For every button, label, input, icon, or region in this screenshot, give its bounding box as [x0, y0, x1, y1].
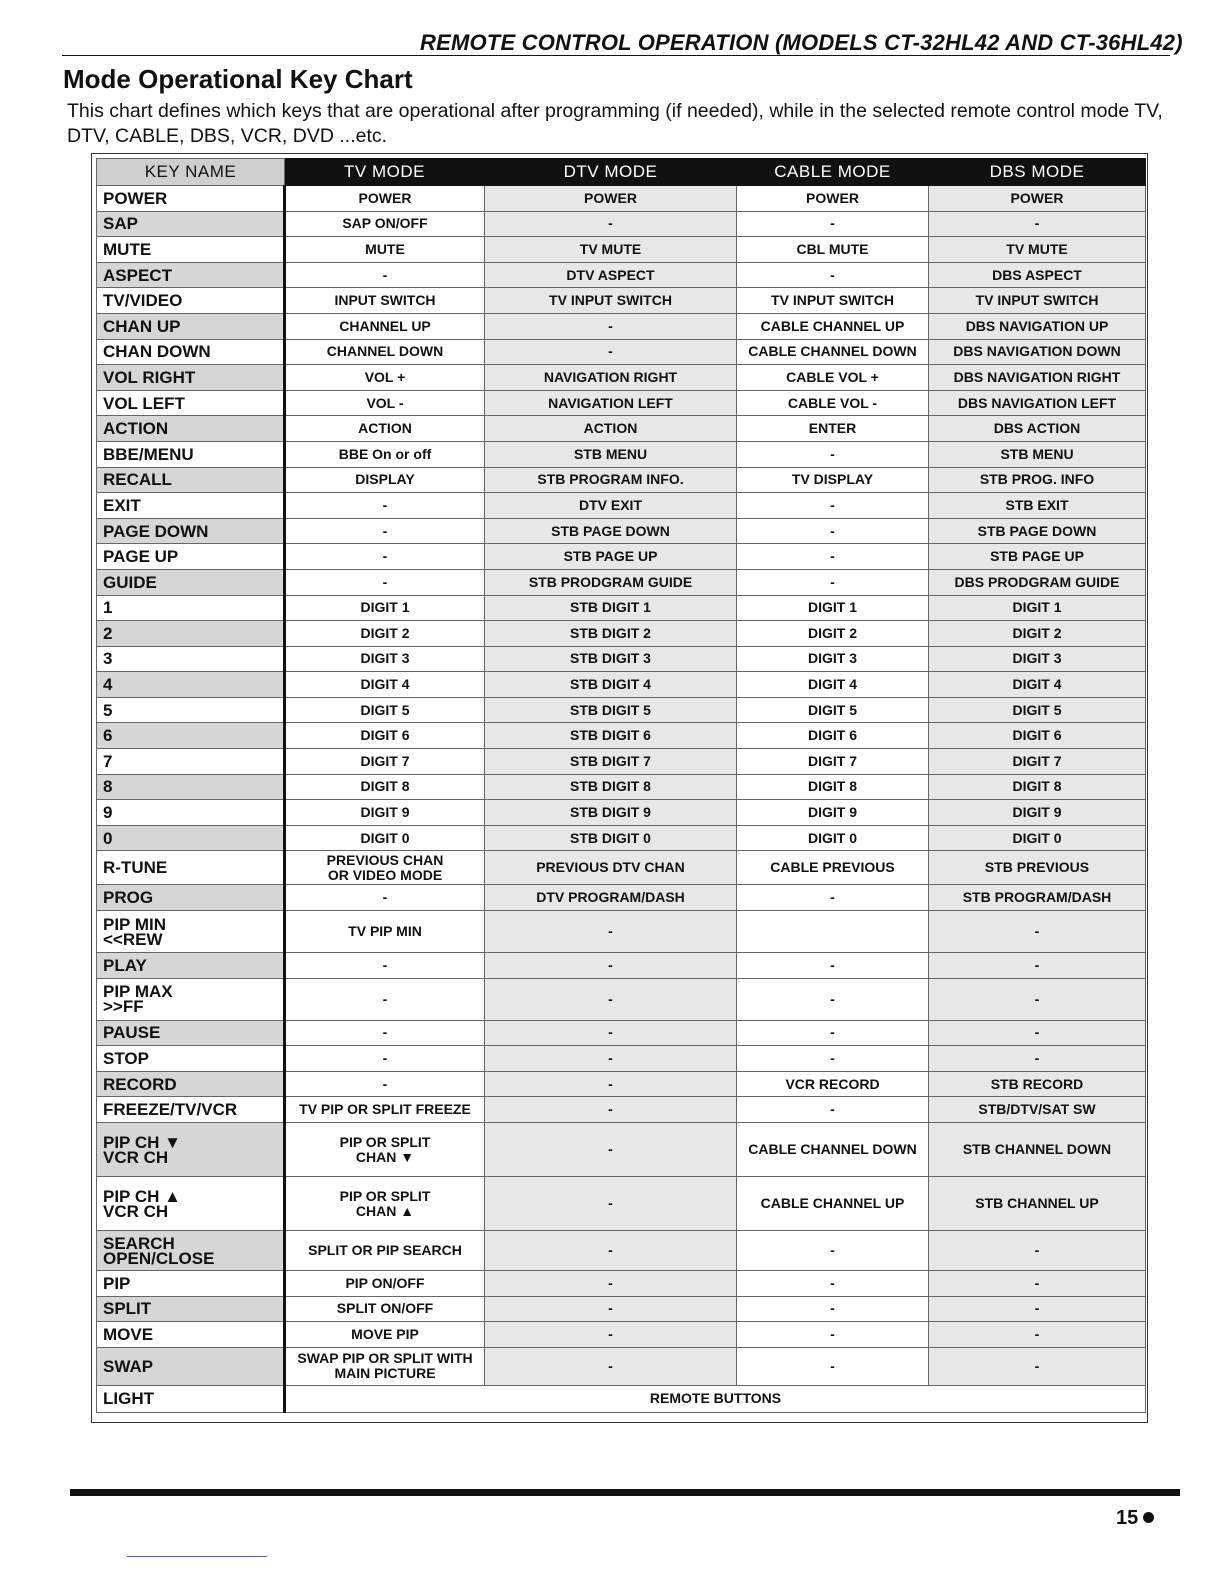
key-name-cell: PROG [97, 885, 285, 911]
dbs-mode-header: DBS MODE [929, 159, 1146, 186]
tv-mode-cell: DIGIT 3 [285, 646, 485, 672]
table-row [97, 237, 1146, 263]
cable-mode-cell: DIGIT 7 [737, 749, 929, 775]
key-name-cell: 4 [97, 672, 285, 698]
key-name-cell: MOVE [97, 1322, 285, 1348]
key-name-cell: PAUSE [97, 1020, 285, 1046]
dtv-mode-cell: DTV PROGRAM/DASH [485, 885, 737, 911]
dbs-mode-cell: DBS NAVIGATION UP [929, 313, 1146, 339]
cable-mode-cell: POWER [737, 186, 929, 212]
tv-mode-cell: - [285, 569, 485, 595]
table-row [97, 1347, 1146, 1385]
dtv-mode-cell: - [485, 1046, 737, 1072]
cable-mode-cell: DIGIT 6 [737, 723, 929, 749]
dbs-mode-cell: - [929, 1046, 1146, 1072]
table-row [97, 885, 1146, 911]
light-row-value: REMOTE BUTTONS [285, 1385, 1146, 1412]
tv-mode-cell: DIGIT 4 [285, 672, 485, 698]
tv-mode-cell: MUTE [285, 237, 485, 263]
tv-mode-cell: - [285, 885, 485, 911]
table-row [97, 365, 1146, 391]
table-row [97, 621, 1146, 647]
table-row [97, 1046, 1146, 1072]
key-name-cell: 2 [97, 621, 285, 647]
cable-mode-cell: - [737, 518, 929, 544]
key-name-cell: SEARCH OPEN/CLOSE [97, 1231, 285, 1271]
key-name-cell: R-TUNE [97, 851, 285, 885]
tv-mode-cell: BBE On or off [285, 441, 485, 467]
footer-rule [70, 1489, 1180, 1496]
cable-mode-cell: DIGIT 5 [737, 697, 929, 723]
dtv-mode-cell: STB DIGIT 6 [485, 723, 737, 749]
page-number-text: 15 [1116, 1507, 1139, 1529]
tv-mode-cell: - [285, 262, 485, 288]
table-row [97, 697, 1146, 723]
dtv-mode-header: DTV MODE [485, 159, 737, 186]
dbs-mode-cell: - [929, 953, 1146, 979]
dbs-mode-cell: TV MUTE [929, 237, 1146, 263]
dtv-mode-cell: STB PAGE DOWN [485, 518, 737, 544]
cable-mode-cell: - [737, 1322, 929, 1348]
dbs-mode-cell: DIGIT 1 [929, 595, 1146, 621]
key-name-cell: SWAP [97, 1347, 285, 1385]
cable-mode-cell: DIGIT 1 [737, 595, 929, 621]
tv-mode-cell: CHANNEL DOWN [285, 339, 485, 365]
tv-mode-cell: - [285, 1020, 485, 1046]
table-row [97, 1071, 1146, 1097]
key-name-header: KEY NAME [97, 159, 285, 186]
table-row [97, 262, 1146, 288]
cable-mode-cell: - [737, 211, 929, 237]
dbs-mode-cell: DBS ASPECT [929, 262, 1146, 288]
dtv-mode-cell: - [485, 1177, 737, 1231]
dtv-mode-cell: - [485, 911, 737, 953]
dtv-mode-cell: - [485, 1097, 737, 1123]
tv-mode-cell: PREVIOUS CHAN OR VIDEO MODE [285, 851, 485, 885]
table-row [97, 1296, 1146, 1322]
cable-mode-cell: CABLE CHANNEL DOWN [737, 339, 929, 365]
dbs-mode-cell: DIGIT 7 [929, 749, 1146, 775]
table-row [97, 953, 1146, 979]
key-name-cell: MUTE [97, 237, 285, 263]
dbs-mode-cell: STB PROGRAM/DASH [929, 885, 1146, 911]
key-name-cell: 9 [97, 800, 285, 826]
dtv-mode-cell: - [485, 1231, 737, 1271]
tv-mode-cell: POWER [285, 186, 485, 212]
tv-mode-cell: PIP OR SPLIT CHAN ▲ [285, 1177, 485, 1231]
dtv-mode-cell: STB PRODGRAM GUIDE [485, 569, 737, 595]
dbs-mode-cell: STB CHANNEL UP [929, 1177, 1146, 1231]
dbs-mode-cell: DIGIT 6 [929, 723, 1146, 749]
key-name-cell: STOP [97, 1046, 285, 1072]
dbs-mode-cell: STB PAGE DOWN [929, 518, 1146, 544]
key-name-cell: CHAN DOWN [97, 339, 285, 365]
cable-mode-cell: CABLE CHANNEL UP [737, 313, 929, 339]
table-row [97, 749, 1146, 775]
tv-mode-cell: ACTION [285, 416, 485, 442]
table-row [97, 569, 1146, 595]
cable-mode-cell: - [737, 1296, 929, 1322]
header-rule [62, 55, 1170, 56]
dtv-mode-cell: STB DIGIT 1 [485, 595, 737, 621]
dtv-mode-cell: DTV EXIT [485, 493, 737, 519]
dtv-mode-cell: TV INPUT SWITCH [485, 288, 737, 314]
dtv-mode-cell: STB MENU [485, 441, 737, 467]
tv-mode-cell: DIGIT 2 [285, 621, 485, 647]
cable-mode-cell: CABLE CHANNEL UP [737, 1177, 929, 1231]
intro-paragraph: This chart defines which keys that are operational after programming (if needed), while in the selected remote control mode TV, DTV, CABLE, DBS, VCR, DVD ...etc. [67, 100, 1163, 147]
key-name-cell: PAGE DOWN [97, 518, 285, 544]
key-name-cell: 1 [97, 595, 285, 621]
tv-mode-cell: DIGIT 8 [285, 774, 485, 800]
dbs-mode-cell: DIGIT 8 [929, 774, 1146, 800]
tv-mode-header: TV MODE [285, 159, 485, 186]
tv-mode-cell: DIGIT 1 [285, 595, 485, 621]
tv-mode-cell: - [285, 518, 485, 544]
tv-mode-cell: DISPLAY [285, 467, 485, 493]
key-name-cell: LIGHT [97, 1385, 285, 1412]
dbs-mode-cell: - [929, 211, 1146, 237]
cable-mode-cell: - [737, 1097, 929, 1123]
dtv-mode-cell: - [485, 313, 737, 339]
key-name-cell: PAGE UP [97, 544, 285, 570]
tv-mode-cell: - [285, 978, 485, 1020]
cable-mode-cell: TV INPUT SWITCH [737, 288, 929, 314]
tv-mode-cell: - [285, 1071, 485, 1097]
dtv-mode-cell: STB PAGE UP [485, 544, 737, 570]
tv-mode-cell: INPUT SWITCH [285, 288, 485, 314]
cable-mode-cell: ENTER [737, 416, 929, 442]
dtv-mode-cell: - [485, 953, 737, 979]
cable-mode-cell: - [737, 1347, 929, 1385]
dtv-mode-cell: - [485, 978, 737, 1020]
key-name-cell: 6 [97, 723, 285, 749]
dtv-mode-cell: STB DIGIT 2 [485, 621, 737, 647]
cable-mode-cell: CABLE CHANNEL DOWN [737, 1123, 929, 1177]
tv-mode-cell: SWAP PIP OR SPLIT WITH MAIN PICTURE [285, 1347, 485, 1385]
dbs-mode-cell: DIGIT 3 [929, 646, 1146, 672]
table-row [97, 978, 1146, 1020]
cable-mode-cell: TV DISPLAY [737, 467, 929, 493]
table-row [97, 211, 1146, 237]
key-name-cell: TV/VIDEO [97, 288, 285, 314]
cable-mode-cell [737, 911, 929, 953]
key-name-cell: FREEZE/TV/VCR [97, 1097, 285, 1123]
table-row [97, 774, 1146, 800]
tv-mode-cell: MOVE PIP [285, 1322, 485, 1348]
cable-mode-cell: CBL MUTE [737, 237, 929, 263]
dtv-mode-cell: ACTION [485, 416, 737, 442]
table-row [97, 1177, 1146, 1231]
cable-mode-cell: DIGIT 8 [737, 774, 929, 800]
table-row [97, 441, 1146, 467]
dbs-mode-cell: DBS NAVIGATION LEFT [929, 390, 1146, 416]
dbs-mode-cell: STB RECORD [929, 1071, 1146, 1097]
dbs-mode-cell: - [929, 1231, 1146, 1271]
key-name-cell: GUIDE [97, 569, 285, 595]
dbs-mode-cell: - [929, 1322, 1146, 1348]
cable-mode-cell: DIGIT 2 [737, 621, 929, 647]
table-row [97, 672, 1146, 698]
key-name-cell: PIP MIN <<REW [97, 911, 285, 953]
table-row [97, 1271, 1146, 1297]
key-name-cell: RECORD [97, 1071, 285, 1097]
dtv-mode-cell: STB DIGIT 5 [485, 697, 737, 723]
dtv-mode-cell: NAVIGATION RIGHT [485, 365, 737, 391]
dbs-mode-cell: STB/DTV/SAT SW [929, 1097, 1146, 1123]
dtv-mode-cell: STB PROGRAM INFO. [485, 467, 737, 493]
dtv-mode-cell: STB DIGIT 7 [485, 749, 737, 775]
table-row [97, 288, 1146, 314]
table-row [97, 493, 1146, 519]
table-row [97, 800, 1146, 826]
table-row [97, 646, 1146, 672]
cable-mode-cell: - [737, 569, 929, 595]
dtv-mode-cell: STB DIGIT 9 [485, 800, 737, 826]
dbs-mode-cell: - [929, 911, 1146, 953]
dbs-mode-cell: DIGIT 9 [929, 800, 1146, 826]
dbs-mode-cell: DIGIT 5 [929, 697, 1146, 723]
table-row [97, 339, 1146, 365]
cable-mode-cell: - [737, 493, 929, 519]
link-underline [127, 1556, 267, 1557]
tv-mode-cell: - [285, 544, 485, 570]
key-name-cell: PIP [97, 1271, 285, 1297]
dbs-mode-cell: DBS ACTION [929, 416, 1146, 442]
table-row [97, 825, 1146, 851]
table-row [97, 1123, 1146, 1177]
dbs-mode-cell: - [929, 978, 1146, 1020]
table-row [97, 186, 1146, 212]
dtv-mode-cell: TV MUTE [485, 237, 737, 263]
table-header-row [97, 159, 1146, 186]
table-row [97, 390, 1146, 416]
table-body [97, 186, 1146, 1413]
tv-mode-cell: VOL + [285, 365, 485, 391]
tv-mode-cell: DIGIT 7 [285, 749, 485, 775]
cable-mode-cell: CABLE PREVIOUS [737, 851, 929, 885]
tv-mode-cell: TV PIP OR SPLIT FREEZE [285, 1097, 485, 1123]
dtv-mode-cell: - [485, 339, 737, 365]
table-row [97, 1020, 1146, 1046]
key-name-cell: ACTION [97, 416, 285, 442]
dtv-mode-cell: NAVIGATION LEFT [485, 390, 737, 416]
table-row [97, 1097, 1146, 1123]
table-row [97, 595, 1146, 621]
dbs-mode-cell: STB CHANNEL DOWN [929, 1123, 1146, 1177]
table-row [97, 851, 1146, 885]
table-row [97, 416, 1146, 442]
dbs-mode-cell: STB EXIT [929, 493, 1146, 519]
key-name-cell: 8 [97, 774, 285, 800]
dbs-mode-cell: - [929, 1020, 1146, 1046]
mode-key-chart [96, 158, 1146, 1413]
dbs-mode-cell: - [929, 1296, 1146, 1322]
dbs-mode-cell: STB PREVIOUS [929, 851, 1146, 885]
key-name-cell: EXIT [97, 493, 285, 519]
cable-mode-cell: - [737, 885, 929, 911]
table-row [97, 518, 1146, 544]
tv-mode-cell: DIGIT 5 [285, 697, 485, 723]
cable-mode-cell: DIGIT 9 [737, 800, 929, 826]
key-name-cell: 0 [97, 825, 285, 851]
cable-mode-cell: CABLE VOL - [737, 390, 929, 416]
dtv-mode-cell: POWER [485, 186, 737, 212]
key-name-cell: 5 [97, 697, 285, 723]
dtv-mode-cell: STB DIGIT 0 [485, 825, 737, 851]
tv-mode-cell: TV PIP MIN [285, 911, 485, 953]
page-number [1116, 1507, 1154, 1530]
dtv-mode-cell: - [485, 1071, 737, 1097]
cable-mode-cell: - [737, 441, 929, 467]
bullet-icon [1143, 1512, 1154, 1523]
key-name-cell: CHAN UP [97, 313, 285, 339]
dbs-mode-cell: POWER [929, 186, 1146, 212]
cable-mode-cell: - [737, 1231, 929, 1271]
tv-mode-cell: DIGIT 0 [285, 825, 485, 851]
key-name-cell: PLAY [97, 953, 285, 979]
dbs-mode-cell: DIGIT 0 [929, 825, 1146, 851]
key-name-cell: 3 [97, 646, 285, 672]
key-name-cell: ASPECT [97, 262, 285, 288]
table-row [97, 1322, 1146, 1348]
key-name-cell: RECALL [97, 467, 285, 493]
key-name-cell: 7 [97, 749, 285, 775]
key-name-cell: SAP [97, 211, 285, 237]
cable-mode-cell: CABLE VOL + [737, 365, 929, 391]
dbs-mode-cell: STB PROG. INFO [929, 467, 1146, 493]
key-name-cell: BBE/MENU [97, 441, 285, 467]
tv-mode-cell: PIP ON/OFF [285, 1271, 485, 1297]
dtv-mode-cell: - [485, 211, 737, 237]
table-row [97, 723, 1146, 749]
dbs-mode-cell: DBS NAVIGATION RIGHT [929, 365, 1146, 391]
dtv-mode-cell: - [485, 1322, 737, 1348]
table-row [97, 1231, 1146, 1271]
cable-mode-cell: - [737, 1271, 929, 1297]
dtv-mode-cell: PREVIOUS DTV CHAN [485, 851, 737, 885]
dtv-mode-cell: - [485, 1296, 737, 1322]
tv-mode-cell: SPLIT OR PIP SEARCH [285, 1231, 485, 1271]
dtv-mode-cell: DTV ASPECT [485, 262, 737, 288]
key-name-cell: POWER [97, 186, 285, 212]
cable-mode-cell: VCR RECORD [737, 1071, 929, 1097]
cable-mode-cell: DIGIT 4 [737, 672, 929, 698]
key-name-cell: VOL LEFT [97, 390, 285, 416]
tv-mode-cell: - [285, 1046, 485, 1072]
key-name-cell: PIP CH ▼ VCR CH [97, 1123, 285, 1177]
tv-mode-cell: VOL - [285, 390, 485, 416]
dtv-mode-cell: STB DIGIT 4 [485, 672, 737, 698]
dtv-mode-cell: - [485, 1271, 737, 1297]
tv-mode-cell: SAP ON/OFF [285, 211, 485, 237]
page-header-title: REMOTE CONTROL OPERATION (MODELS CT-32HL42 AND CT-36HL42) [420, 30, 1183, 55]
cable-mode-cell: - [737, 262, 929, 288]
table-row [97, 467, 1146, 493]
table-row [97, 313, 1146, 339]
dtv-mode-cell: - [485, 1123, 737, 1177]
key-name-cell: PIP CH ▲ VCR CH [97, 1177, 285, 1231]
cable-mode-cell: - [737, 544, 929, 570]
dbs-mode-cell: DBS NAVIGATION DOWN [929, 339, 1146, 365]
dbs-mode-cell: TV INPUT SWITCH [929, 288, 1146, 314]
key-name-cell: PIP MAX >>FF [97, 978, 285, 1020]
dbs-mode-cell: STB PAGE UP [929, 544, 1146, 570]
dbs-mode-cell: - [929, 1271, 1146, 1297]
tv-mode-cell: - [285, 953, 485, 979]
dbs-mode-cell: DIGIT 4 [929, 672, 1146, 698]
section-title: Mode Operational Key Chart [63, 64, 413, 94]
cable-mode-cell: DIGIT 3 [737, 646, 929, 672]
tv-mode-cell: PIP OR SPLIT CHAN ▼ [285, 1123, 485, 1177]
table-row-light [97, 1385, 1146, 1412]
dbs-mode-cell: DBS PRODGRAM GUIDE [929, 569, 1146, 595]
dtv-mode-cell: - [485, 1020, 737, 1046]
tv-mode-cell: SPLIT ON/OFF [285, 1296, 485, 1322]
table-row [97, 911, 1146, 953]
tv-mode-cell: - [285, 493, 485, 519]
tv-mode-cell: DIGIT 9 [285, 800, 485, 826]
dbs-mode-cell: DIGIT 2 [929, 621, 1146, 647]
cable-mode-cell: - [737, 1020, 929, 1046]
tv-mode-cell: DIGIT 6 [285, 723, 485, 749]
dbs-mode-cell: - [929, 1347, 1146, 1385]
cable-mode-cell: DIGIT 0 [737, 825, 929, 851]
key-name-cell: SPLIT [97, 1296, 285, 1322]
cable-mode-cell: - [737, 953, 929, 979]
table-row [97, 544, 1146, 570]
dtv-mode-cell: - [485, 1347, 737, 1385]
dbs-mode-cell: STB MENU [929, 441, 1146, 467]
cable-mode-cell: - [737, 1046, 929, 1072]
tv-mode-cell: CHANNEL UP [285, 313, 485, 339]
key-name-cell: VOL RIGHT [97, 365, 285, 391]
dtv-mode-cell: STB DIGIT 8 [485, 774, 737, 800]
cable-mode-cell: - [737, 978, 929, 1020]
dtv-mode-cell: STB DIGIT 3 [485, 646, 737, 672]
cable-mode-header: CABLE MODE [737, 159, 929, 186]
